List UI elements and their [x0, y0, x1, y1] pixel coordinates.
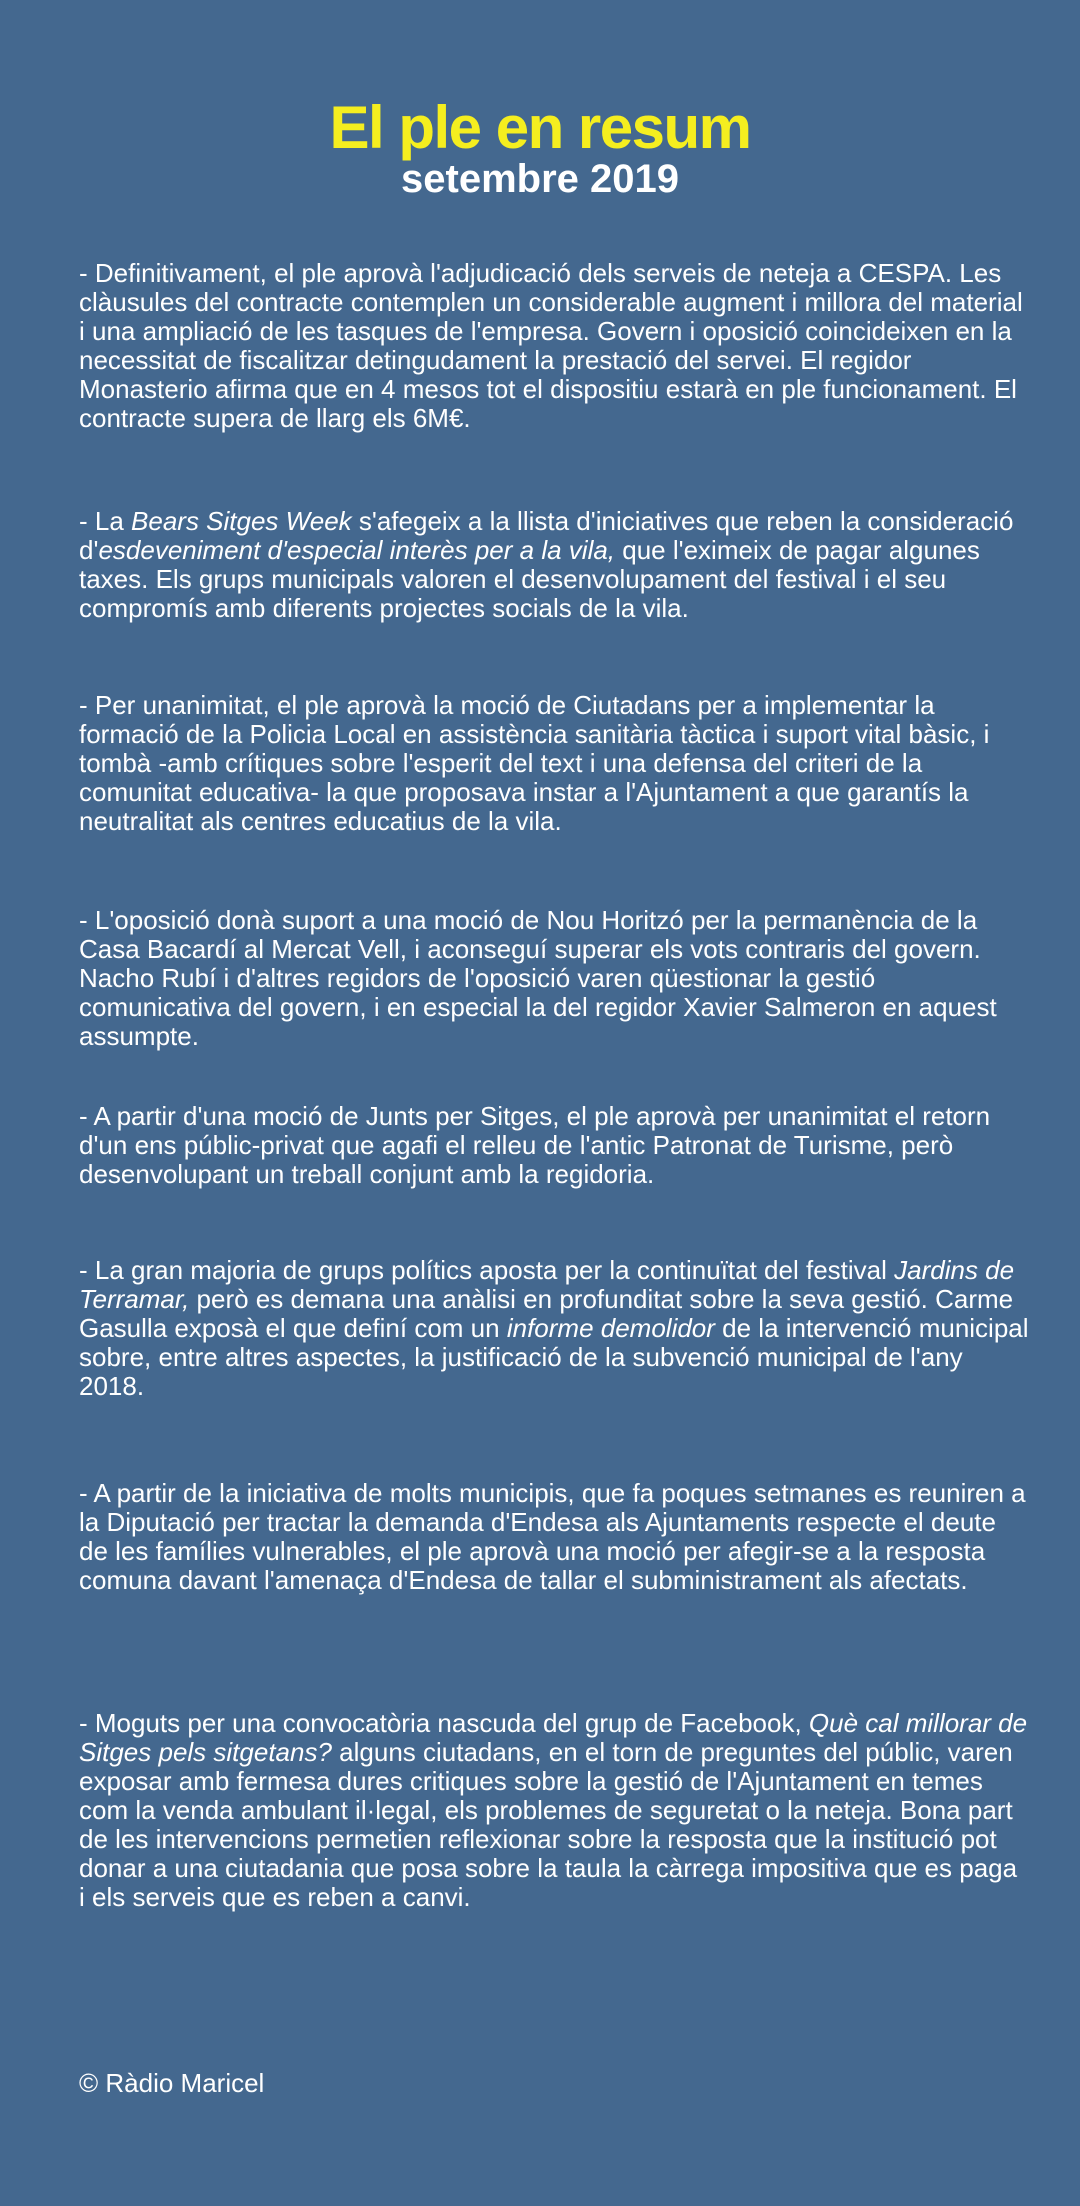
summary-item-endesa: [79, 1479, 1029, 1595]
text-segment: - Moguts per una convocatòria nascuda del grup de Facebook,: [79, 1708, 809, 1738]
text-segment-italic: Què cal millorar de Sitges pels sitgetans?: [79, 1708, 1028, 1767]
copyright-footer: © Ràdio Maricel: [79, 2068, 265, 2098]
text-segment: - L'oposició donà suport a una moció de Nou Horitzó per la permanència de la Casa Bacardí al Mercat Vell, i aconseguí superar els vots contraris del govern. Nacho Rubí i d'altres regidors de l'oposició varen qüestionar la gestió comunicativa del govern, i en especial la del regidor Xavier Salmeron en aquest assumpte.: [79, 905, 997, 1051]
summary-item-cespa: [79, 259, 1029, 433]
text-segment: però es demana una anàlisi en profunditat sobre la seva gestió. Carme Gasulla exposà el que definí com un: [79, 1284, 1014, 1343]
text-segment-italic: Jardins de Terramar,: [79, 1255, 1015, 1314]
text-segment: alguns ciutadans, en el torn de preguntes del públic, varen exposar amb fermesa dures critiques sobre la gestió de l'Ajuntament en temes com la venda ambulant il·legal, els problemes de seguretat o la neteja. Bona part de les intervencions permetien reflexionar sobre la resposta que la institució pot donar a una ciutadania que posa sobre la taula la càrrega impositiva que es paga i els serveis que es reben a canvi.: [79, 1737, 1018, 1912]
summary-item-jardins-terramar: [79, 1256, 1029, 1401]
page-header: [0, 92, 1080, 202]
text-segment: s'afegeix a la llista d'iniciatives que reben la consideració d': [79, 506, 1014, 565]
text-segment: - Definitivament, el ple aprovà l'adjudicació dels serveis de neteja a CESPA. Les clàusules del contracte contemplen un considerable augment i millora del material i una ampliació de les tasques de l'empresa. Govern i oposició coincideixen en la necessitat de fiscalitzar detingudament la prestació del servei. El regidor Monasterio afirma que en 4 mesos tot el dispositiu estarà en ple funcionament. El contracte supera de llarg els 6M€.: [79, 258, 1023, 433]
text-segment: - Per unanimitat, el ple aprovà la moció de Ciutadans per a implementar la formació de la Policia Local en assistència sanitària tàctica i suport vital bàsic, i tombà -amb crítiques sobre l'esperit del text i una defensa del criteri de la comunitat educativa- la que proposava instar a l'Ajuntament a que garantís la neutralitat als centres educatius de la vila.: [79, 690, 990, 836]
summary-item-bears-week: [79, 507, 1029, 623]
text-segment: - A partir d'una moció de Junts per Sitges, el ple aprovà per unanimitat el retorn d'un ens públic-privat que agafi el relleu de l'antic Patronat de Turisme, però desenvolupant un treball conjunt amb la regidoria.: [79, 1101, 991, 1189]
text-segment: que l'eximeix de pagar algunes taxes. Els grups municipals valoren el desenvolupament del festival i el seu compromís amb diferents projectes socials de la vila.: [79, 535, 980, 623]
summary-item-policia-local: [79, 691, 1029, 836]
page-subtitle: setembre 2019: [401, 157, 679, 201]
text-segment-italic: informe demolidor: [506, 1313, 715, 1343]
page-title: El ple en resum: [329, 94, 751, 161]
summary-item-facebook-group: [79, 1709, 1029, 1912]
text-segment-italic: Bears Sitges Week: [131, 506, 352, 536]
text-segment: - A partir de la iniciativa de molts municipis, que fa poques setmanes es reuniren a la Diputació per tractar la demanda d'Endesa als Ajuntaments respecte el deute de les famílies vulnerables, el ple aprovà una moció per afegir-se a la resposta comuna davant l'amenaça d'Endesa de tallar el subministrament als afectats.: [79, 1478, 1026, 1595]
summary-item-patronat-turisme: [79, 1102, 1029, 1189]
summary-item-casa-bacardi: [79, 906, 1029, 1051]
text-segment-italic: esdeveniment d'especial interès per a la vila,: [98, 535, 616, 565]
text-segment: de la intervenció municipal sobre, entre altres aspectes, la justificació de la subvenció municipal de l'any 2018.: [79, 1313, 1029, 1401]
text-segment: - La: [79, 506, 132, 536]
text-segment: - La gran majoria de grups polítics aposta per la continuïtat del festival: [79, 1255, 895, 1285]
